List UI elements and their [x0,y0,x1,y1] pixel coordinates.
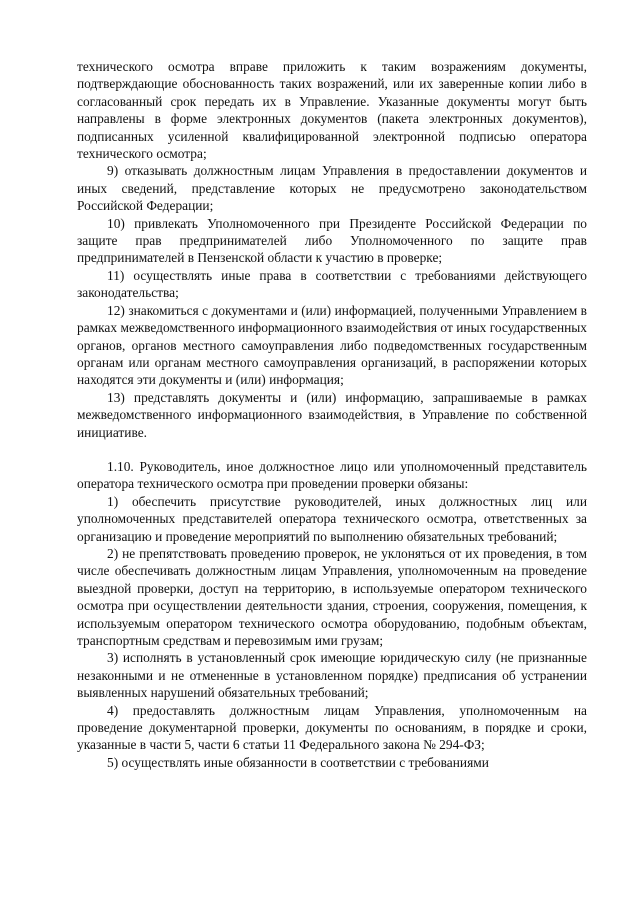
paragraph-item-10: 10) привлекать Уполномоченного при Президенте Российской Федерации по защите прав предпринимателей либо Уполномоченного по защите прав предпринимателей в Пензенской области к участию в проверке; [77,215,587,266]
document-body [77,58,587,771]
paragraph-section-1-10: 1.10. Руководитель, иное должностное лицо или уполномоченный представитель оператора технического осмотра при проведении проверки обязаны: [77,458,587,492]
paragraph-duty-5: 5) осуществлять иные обязанности в соответствии с требованиями [107,754,489,770]
paragraph-duty-1: 1) обеспечить присутствие руководителей, иных должностных лиц или уполномоченных представителей оператора технического осмотра, ответственных за организацию и проведение мероприятий по выполнению обязательных требований; [77,493,587,544]
paragraph-item-12: 12) знакомиться с документами и (или) информацией, полученными Управлением в рамках межведомственного информационного взаимодействия от иных государственных органов, органов местного самоуправления либо подведомственных государственным органам или органам местного самоуправления организаций, в распоряжении которых находятся эти документы и (или) информация; [77,302,587,388]
paragraph-duty-4: 4) предоставлять должностным лицам Управления, уполномоченным на проведение документарной проверки, документы по основаниям, в порядке и сроки, указанные в части 5, части 6 статьи 11 Федерального закона № 294-ФЗ; [77,702,587,753]
paragraph-item-13: 13) представлять документы и (или) информацию, запрашиваемые в рамках межведомственного информационного взаимодействия, в Управление по собственной инициативе. [77,389,587,440]
paragraph-continuation: технического осмотра вправе приложить к таким возражениям документы, подтверждающие обоснованность таких возражений, или их заверенные копии либо в согласованный срок передать их в Управление. Указанные документы могут быть направлены в форме электронных документов (пакета электронных документов), подписанных усиленной квалифицированной электронной подписью оператора технического осмотра; [77,59,587,162]
paragraph-duty-3: 3) исполнять в установленный срок имеющие юридическую силу (не признанные незаконными и не отмененные в установленном порядке) предписания об устранении выявленных нарушений обязательных требований; [77,650,587,701]
paragraph-item-9: 9) отказывать должностным лицам Управления в предоставлении документов и иных сведений, представление которых не предусмотрено законодательством Российской Федерации; [77,163,587,214]
paragraph-duty-2: 2) не препятствовать проведению проверок, не уклоняться от их проведения, в том числе обеспечивать должностным лицам Управления, уполномоченным на проведение выездной проверки, доступ на территорию, в используемые оператором технического осмотра при осуществлении деятельности здания, строения, сооружения, помещения, к используемым оператором технического осмотра оборудованию, подобным объектам, транспортным средствам и перевозимым ими грузам; [77,545,587,648]
section-gap [77,441,587,458]
paragraph-item-11: 11) осуществлять иные права в соответствии с требованиями действующего законодательства; [77,267,587,301]
